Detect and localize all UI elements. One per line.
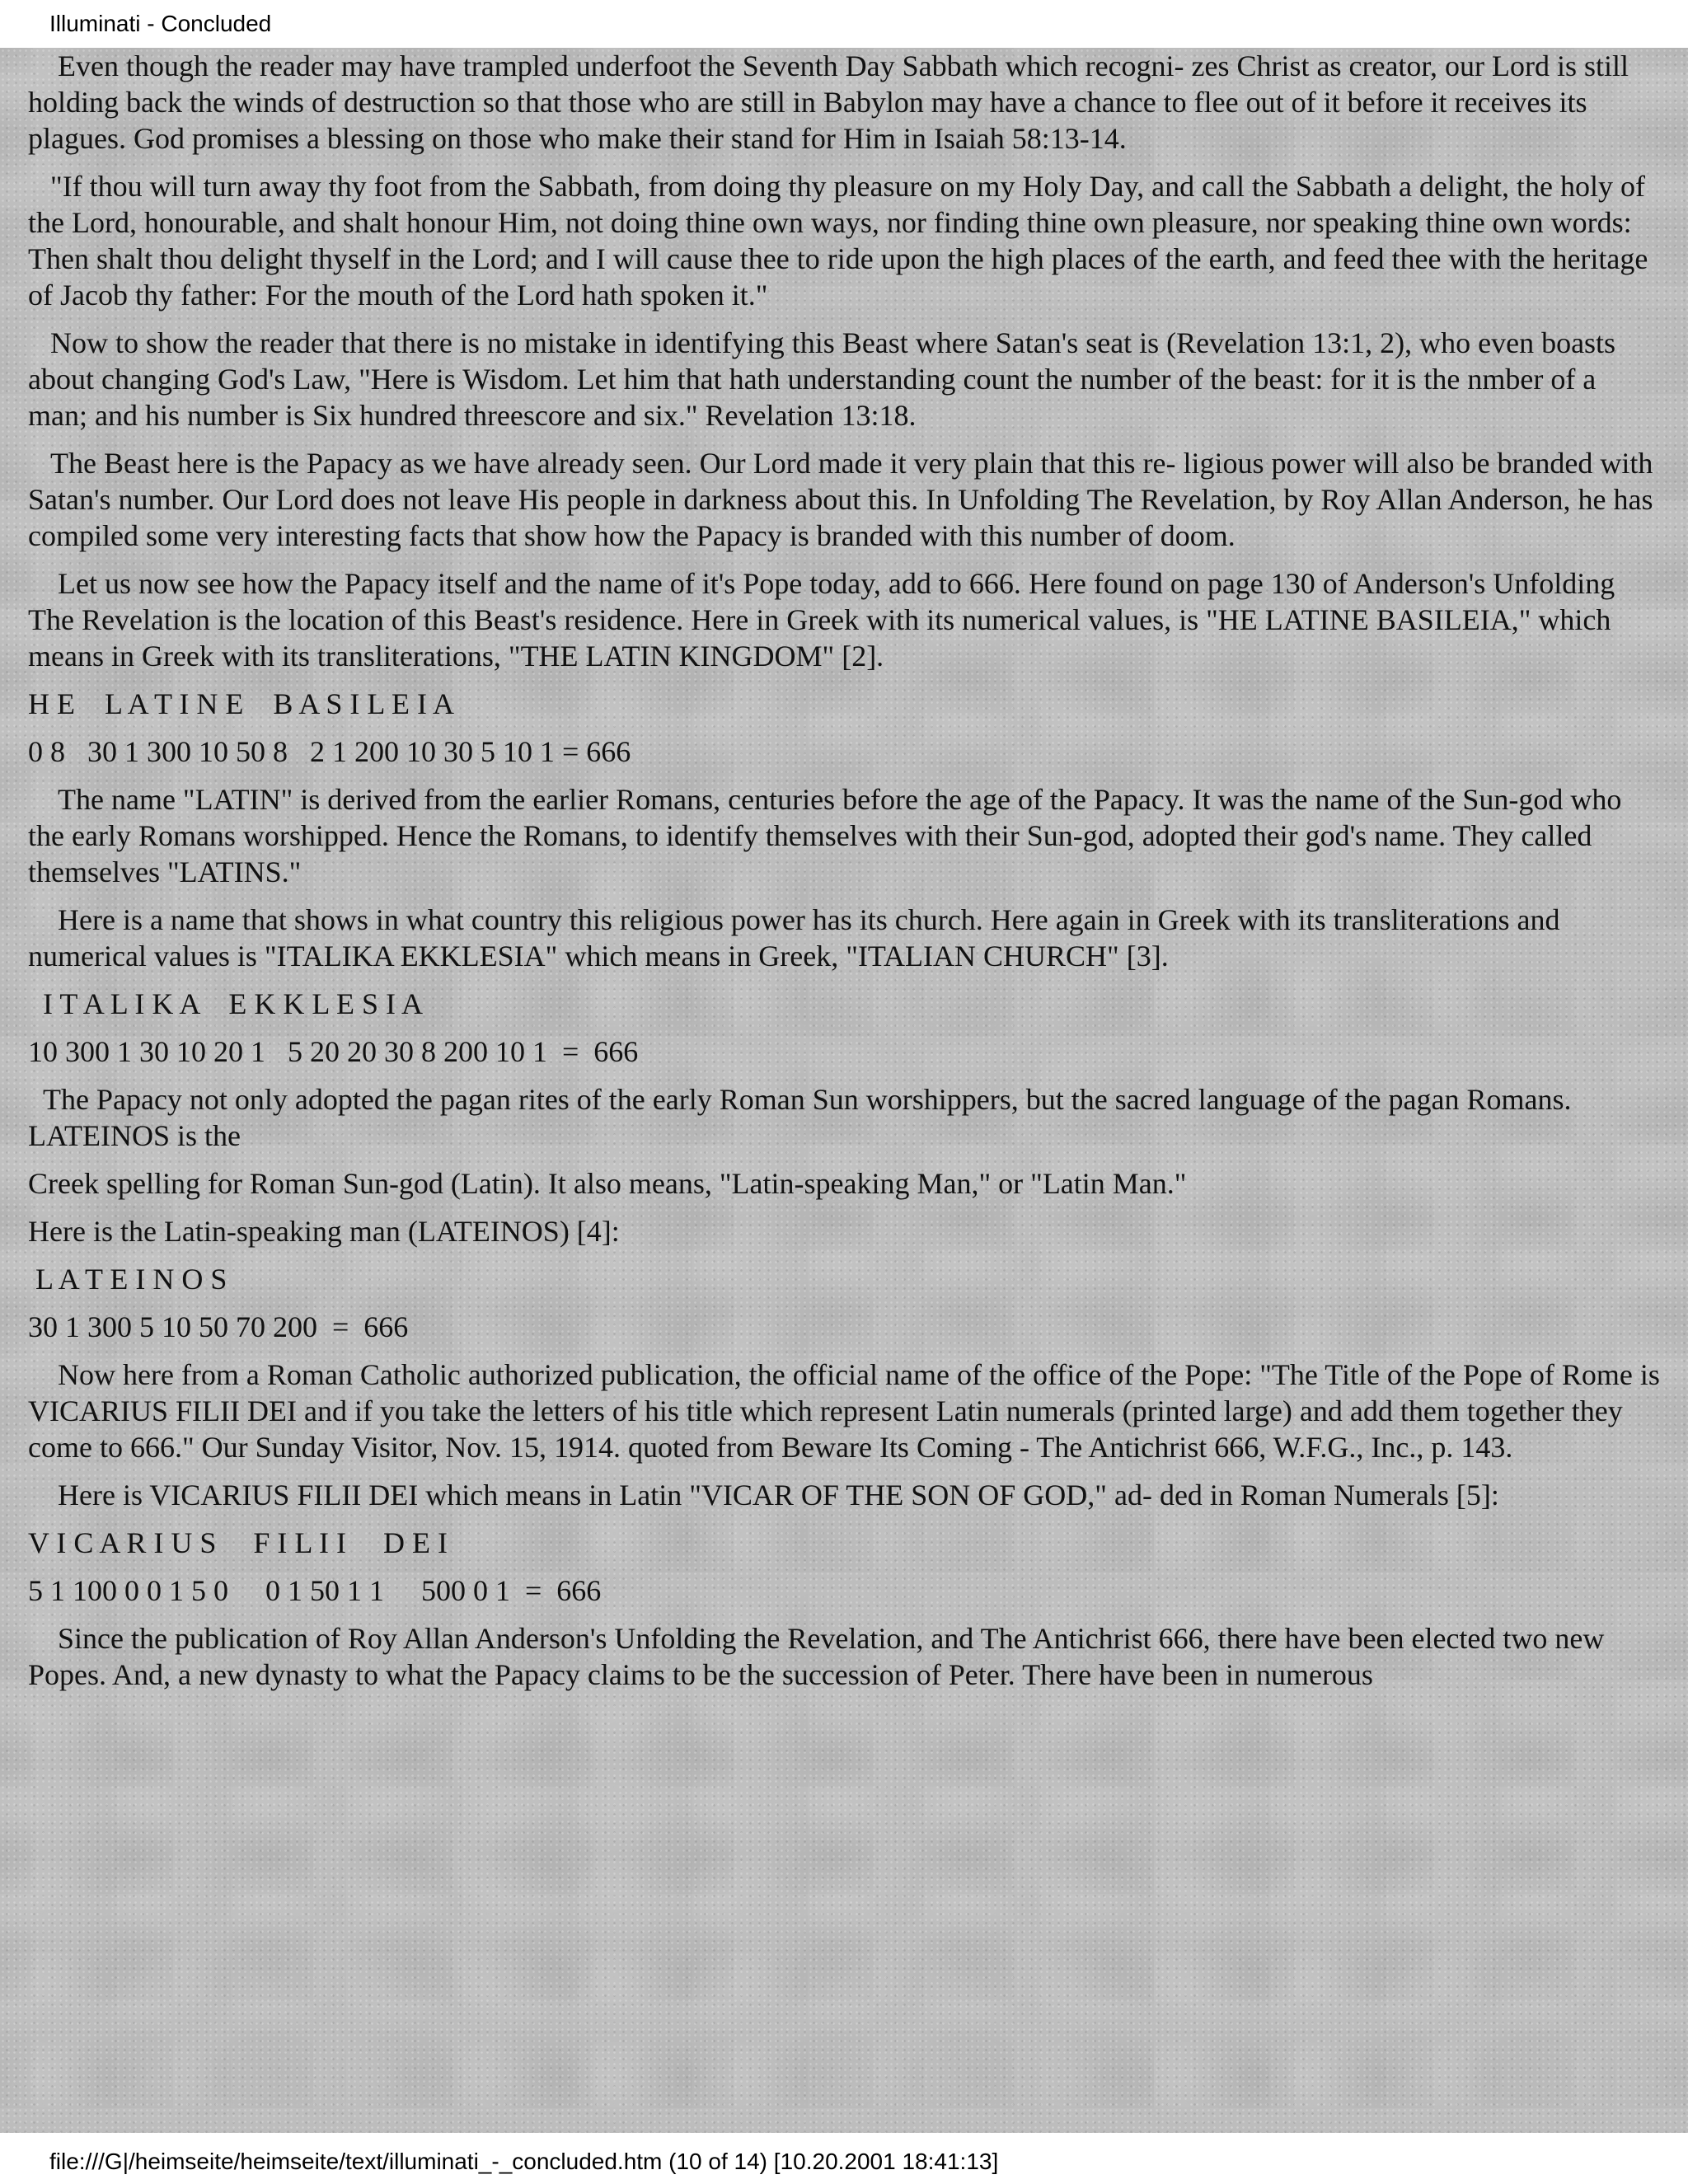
paragraph: Here is a name that shows in what country this religious power has its church. Here again in Greek with its transliterations and numerical values is "ITALIKA EKKLESIA" which means in Greek, "ITALIAN CHURCH" [3].	[28, 903, 1568, 972]
numeric-values-line: 5 1 100 0 0 1 5 0 0 1 50 1 1 500 0 1 = 666	[28, 1574, 602, 1607]
paragraph: The Papacy not only adopted the pagan rites of the early Roman Sun worshippers, but the sacred language of the pagan Romans. LATEINOS is the	[28, 1083, 1579, 1152]
numeric-values-line: 0 8 30 1 300 10 50 8 2 1 200 10 30 5 10 1 = 666	[28, 735, 631, 768]
page-footer	[0, 2133, 1688, 2184]
file-location: file:///G|/heimseite/heimseite/text/illuminati_-_concluded.htm (10 of 14) [10.20.2001 18:41:13]	[49, 2149, 999, 2174]
greek-letters-line: L A T E I N O S	[28, 1263, 227, 1296]
page-header	[0, 0, 1688, 48]
paragraph: Even though the reader may have trampled underfoot the Seventh Day Sabbath which recogni- zes Christ as creator, our Lord is still holding back the winds of destruction so that those who are still in Babylon may have a chance to flee out of it before it receives its plagues. God promises a blessing on those who make their stand for Him in Isaiah 58:13-14.	[28, 49, 1636, 155]
numeric-values-line: 10 300 1 30 10 20 1 5 20 20 30 8 200 10 1 = 666	[28, 1035, 639, 1068]
numeric-values-line: 30 1 300 5 10 50 70 200 = 666	[28, 1310, 409, 1343]
paragraph: Here is VICARIUS FILII DEI which means in Latin "VICAR OF THE SON OF GOD," ad- ded in Roman Numerals [5]:	[28, 1479, 1499, 1511]
paragraph: Now to show the reader that there is no mistake in identifying this Beast where Satan's seat is (Revelation 13:1, 2), who even boasts about changing God's Law, "Here is Wisdom. Let him that hath understanding count the number of the beast: for it is the nmber of a man; and his number is Six hundred threescore and six." Revelation 13:18.	[28, 326, 1624, 432]
paragraph: Now here from a Roman Catholic authorized publication, the official name of the office of the Pope: "The Title of the Pope of Rome is VICARIUS FILII DEI and if you take the letters of his title which represent Latin numerals (printed large) and add them together they come to 666." Our Sunday Visitor, Nov. 15, 1914. quoted from Beware Its Coming - The Antichrist 666, W.F.G., Inc., p. 143.	[28, 1358, 1667, 1464]
greek-letters-line: H E L A T I N E B A S I L E I A	[28, 687, 455, 720]
document-title: Illuminati - Concluded	[49, 11, 272, 36]
paragraph: The name "LATIN" is derived from the earlier Romans, centuries before the age of the Papacy. It was the name of the Sun-god who the early Romans worshipped. Hence the Romans, to identify themselves with their Sun-god, adopted their god's name. They called themselves "LATINS."	[28, 783, 1629, 888]
paragraph: Since the publication of Roy Allan Anderson's Unfolding the Revelation, and The Antichrist 666, there have been elected two new Popes. And, a new dynasty to what the Papacy claims to be the succession of Peter. There have been in numerous	[28, 1622, 1612, 1691]
paragraph: The Beast here is the Papacy as we have already seen. Our Lord made it very plain that this re- ligious power will also be branded with Satan's number. Our Lord does not leave His people in darkness about this. In Unfolding The Revelation, by Roy Allan Anderson, he has compiled some very interesting facts that show how the Papacy is branded with this number of doom.	[28, 447, 1661, 552]
paragraph: Let us now see how the Papacy itself and the name of it's Pope today, add to 666. Here found on page 130 of Anderson's Unfolding The Revelation is the location of this Beast's residence. Here in Greek with its numerical values, is "HE LATINE BASILEIA," which means in Greek with its transliterations, "THE LATIN KINGDOM" [2].	[28, 567, 1622, 673]
paragraph: "If thou will turn away thy foot from the Sabbath, from doing thy pleasure on my Holy Day, and call the Sabbath a delight, the holy of the Lord, honourable, and shalt honour Him, not doing thine own ways, nor finding thine own pleasure, nor speaking thine own words: Then shalt thou delight thyself in the Lord; and I will cause thee to ride upon the high places of the earth, and feed thee with the heritage of Jacob thy father: For the mouth of the Lord hath spoken it."	[28, 170, 1656, 312]
greek-letters-line: I T A L I K A E K K L E S I A	[28, 987, 424, 1020]
document-body	[0, 48, 1688, 2133]
paragraph: Here is the Latin-speaking man (LATEINOS) [4]:	[28, 1215, 620, 1248]
paragraph: Creek spelling for Roman Sun-god (Latin). It also means, "Latin-speaking Man," or "Latin Man."	[28, 1167, 1187, 1200]
latin-letters-line: V I C A R I U S F I L I I D E I	[28, 1526, 448, 1559]
